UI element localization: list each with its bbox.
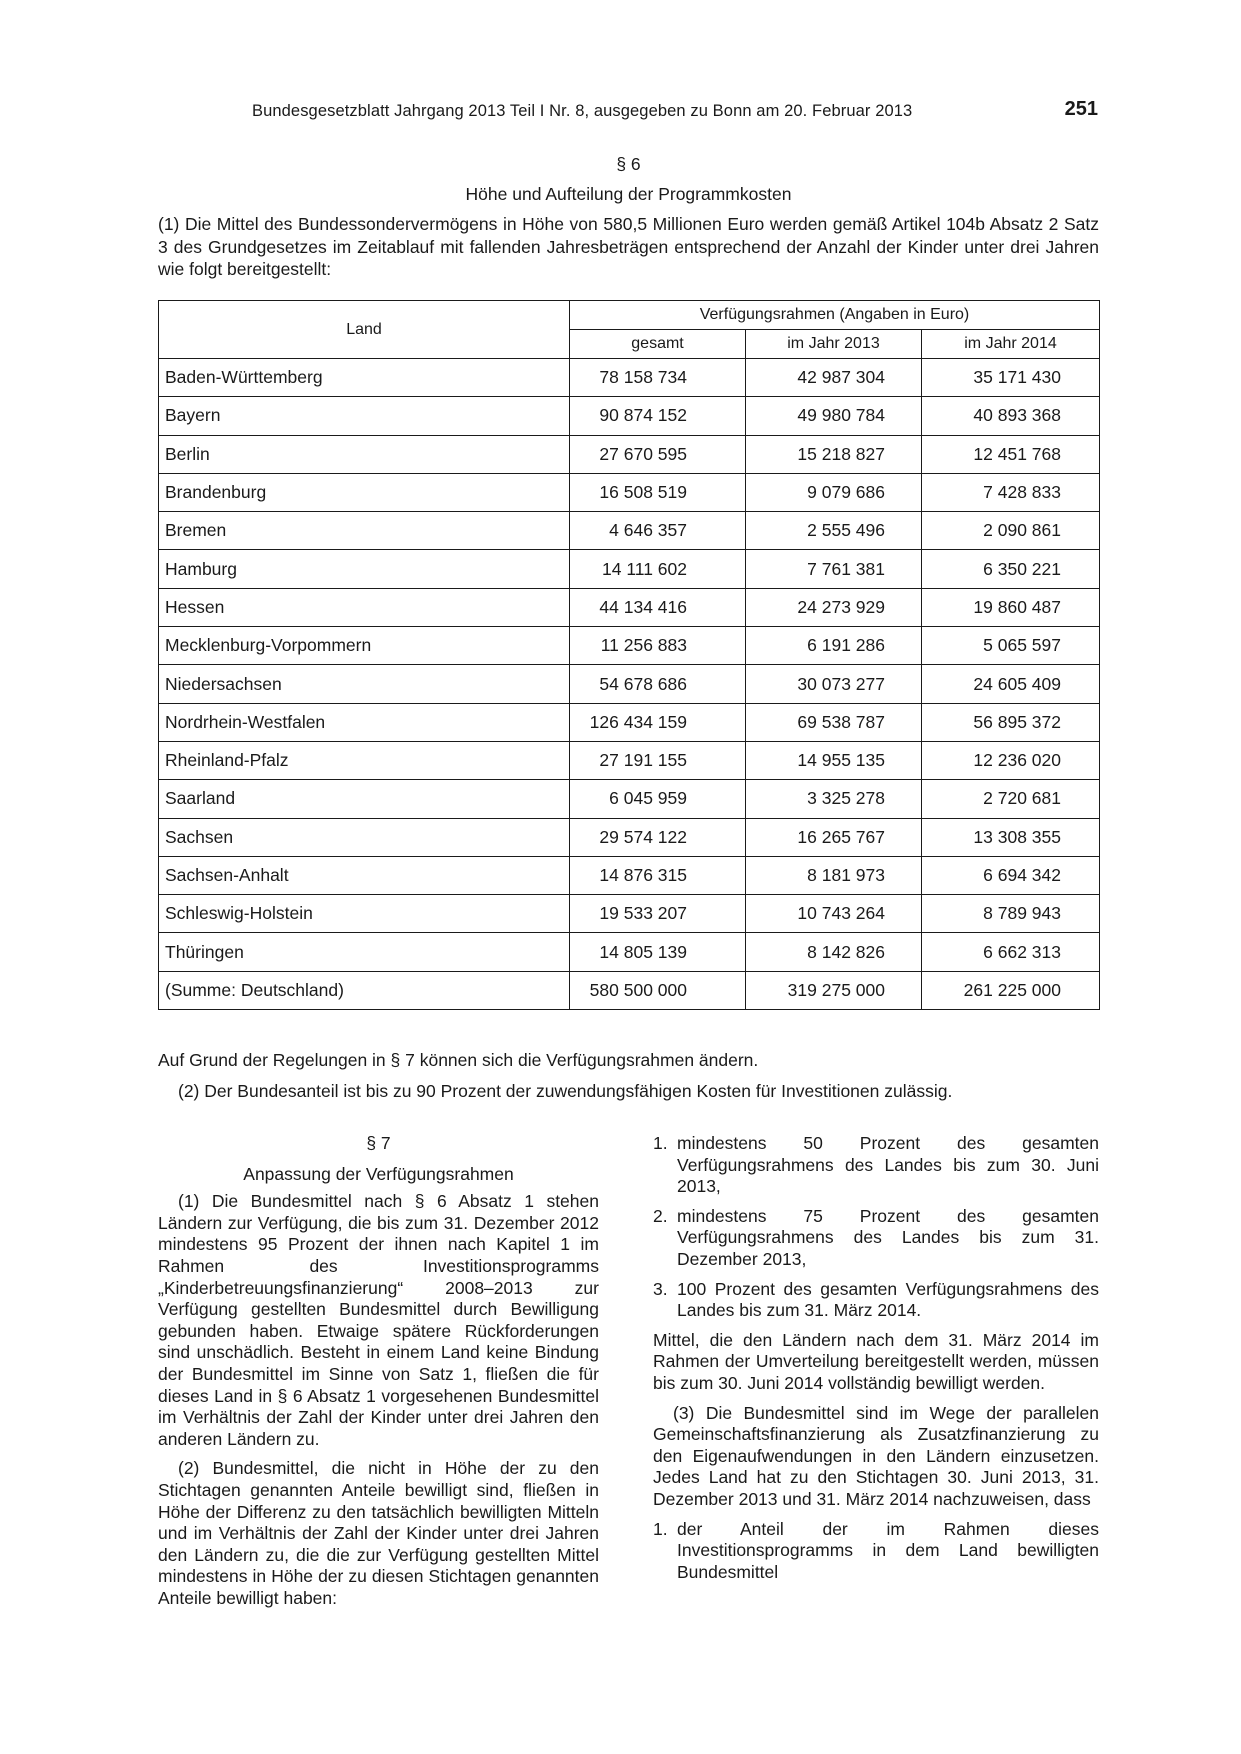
table-row: [159, 818, 1100, 856]
running-title: Bundesgesetzblatt Jahrgang 2013 Teil I Nr. 8, ausgegeben zu Bonn am 20. Februar 2013: [252, 102, 913, 120]
s7-title: Anpassung der Verfügungsrahmen: [243, 1163, 514, 1184]
year-2014-cell: 7 428 833: [922, 473, 1100, 511]
land-cell: Berlin: [159, 435, 570, 473]
running-header: [158, 98, 1098, 124]
list-item: [653, 1279, 1099, 1322]
right-column: [653, 1133, 1099, 1591]
year-2014-cell: 2 090 861: [922, 512, 1100, 550]
year-2014-cell: 13 308 355: [922, 818, 1100, 856]
col-header-2014: im Jahr 2014: [922, 330, 1100, 359]
col-header-land: Land: [159, 301, 570, 359]
year-2014-cell: 6 694 342: [922, 856, 1100, 894]
year-2013-cell: 2 555 496: [746, 512, 922, 550]
land-cell: Baden-Württemberg: [159, 359, 570, 397]
land-cell: Thüringen: [159, 933, 570, 971]
year-2014-cell: 12 236 020: [922, 741, 1100, 779]
land-cell: Mecklenburg-Vorpommern: [159, 627, 570, 665]
land-cell: (Summe: Deutschland): [159, 971, 570, 1009]
total-cell: 14 805 139: [570, 933, 746, 971]
total-cell: 14 876 315: [570, 856, 746, 894]
land-cell: Niedersachsen: [159, 665, 570, 703]
col-header-2013: im Jahr 2013: [746, 330, 922, 359]
year-2013-cell: 49 980 784: [746, 397, 922, 435]
land-cell: Brandenburg: [159, 473, 570, 511]
year-2013-cell: 9 079 686: [746, 473, 922, 511]
land-cell: Bremen: [159, 512, 570, 550]
total-cell: 19 533 207: [570, 895, 746, 933]
list-item: [653, 1133, 1099, 1198]
table-row: [159, 627, 1100, 665]
page-number: 251: [1064, 98, 1098, 120]
year-2013-cell: 69 538 787: [746, 703, 922, 741]
year-2013-cell: 14 955 135: [746, 741, 922, 779]
s6-after-table: Auf Grund der Regelungen in § 7 können sich die Verfügungsrahmen ändern.: [158, 1050, 759, 1070]
year-2013-cell: 10 743 264: [746, 895, 922, 933]
year-2013-cell: 30 073 277: [746, 665, 922, 703]
land-cell: Schleswig-Holstein: [159, 895, 570, 933]
list-item-number: 1.: [653, 1518, 668, 1539]
year-2013-cell: 24 273 929: [746, 588, 922, 626]
allocation-table: [158, 300, 1100, 1010]
total-cell: 16 508 519: [570, 473, 746, 511]
year-2014-cell: 5 065 597: [922, 627, 1100, 665]
land-cell: Hessen: [159, 588, 570, 626]
land-cell: Saarland: [159, 780, 570, 818]
s7-number: § 7: [366, 1133, 391, 1153]
land-cell: Sachsen-Anhalt: [159, 856, 570, 894]
year-2013-cell: 16 265 767: [746, 818, 922, 856]
s6-number: § 6: [616, 154, 641, 174]
total-cell: 11 256 883: [570, 627, 746, 665]
list-item-text: 100 Prozent des gesamten Verfügungsrahmens des Landes bis zum 31. März 2014.: [677, 1278, 1099, 1321]
left-column: [158, 1133, 599, 1617]
year-2014-cell: 2 720 681: [922, 780, 1100, 818]
list-item: [653, 1519, 1099, 1584]
s7-mittel-paragraph: Mittel, die den Ländern nach dem 31. März 2014 im Rahmen der Umverteilung bereitgestellt werden, müssen bis zum 30. Juni 2014 vollständig bewilligt werden.: [653, 1329, 1099, 1393]
total-cell: 78 158 734: [570, 359, 746, 397]
land-cell: Hamburg: [159, 550, 570, 588]
year-2014-cell: 6 662 313: [922, 933, 1100, 971]
total-cell: 126 434 159: [570, 703, 746, 741]
s7-list-2: [653, 1519, 1099, 1584]
total-cell: 27 670 595: [570, 435, 746, 473]
col-header-total: gesamt: [570, 330, 746, 359]
year-2013-cell: 8 142 826: [746, 933, 922, 971]
list-item-text: mindestens 75 Prozent des gesamten Verfügungsrahmens des Landes bis zum 31. Dezember 2013,: [677, 1205, 1099, 1269]
year-2013-cell: 3 325 278: [746, 780, 922, 818]
year-2014-cell: 12 451 768: [922, 435, 1100, 473]
year-2014-cell: 35 171 430: [922, 359, 1100, 397]
table-row: [159, 473, 1100, 511]
land-cell: Nordrhein-Westfalen: [159, 703, 570, 741]
table-row: [159, 550, 1100, 588]
total-cell: 44 134 416: [570, 588, 746, 626]
year-2014-cell: 6 350 221: [922, 550, 1100, 588]
year-2013-cell: 7 761 381: [746, 550, 922, 588]
year-2013-cell: 15 218 827: [746, 435, 922, 473]
s7-paragraph-2: (2) Bundesmittel, die nicht in Höhe der zu den Stichtagen genannten Anteile bewilligt sind, fließen in Höhe der Differenz zu den tatsächlich bewilligten Mitteln und im Verhältnis der Zahl der Kinder unter drei Jahren den Ländern zu, die die zur Verfügung gestellten Mittel mindestens in Höhe der zu diesen Stichtagen genannten Anteile bewilligt haben:: [158, 1458, 599, 1608]
year-2014-cell: 24 605 409: [922, 665, 1100, 703]
year-2013-cell: 319 275 000: [746, 971, 922, 1009]
list-item: [653, 1206, 1099, 1271]
table-row: [159, 895, 1100, 933]
table-row: [159, 397, 1100, 435]
table-row: [159, 359, 1100, 397]
year-2013-cell: 6 191 286: [746, 627, 922, 665]
table-row: [159, 435, 1100, 473]
year-2013-cell: 8 181 973: [746, 856, 922, 894]
total-cell: 27 191 155: [570, 741, 746, 779]
land-cell: Sachsen: [159, 818, 570, 856]
year-2014-cell: 40 893 368: [922, 397, 1100, 435]
list-item-number: 2.: [653, 1205, 668, 1226]
s7-paragraph-3: (3) Die Bundesmittel sind im Wege der parallelen Gemeinschaftsfinanzierung als Zusatzfinanzierung zu den Eigenaufwendungen in den Ländern einzusetzen. Jedes Land hat zu den Stichtagen 30. Juni 2013, 31. Dezember 2013 und 31. März 2014 nachzuweisen, dass: [653, 1402, 1099, 1509]
list-item-number: 1.: [653, 1133, 668, 1153]
total-cell: 54 678 686: [570, 665, 746, 703]
list-item-number: 3.: [653, 1278, 668, 1299]
table-row: [159, 741, 1100, 779]
total-cell: 4 646 357: [570, 512, 746, 550]
s6-paragraph-2: (2) Der Bundesanteil ist bis zu 90 Prozent der zuwendungsfähigen Kosten für Investitionen zulässig.: [178, 1081, 953, 1101]
table-row: [159, 703, 1100, 741]
total-cell: 90 874 152: [570, 397, 746, 435]
year-2014-cell: 19 860 487: [922, 588, 1100, 626]
year-2014-cell: 56 895 372: [922, 703, 1100, 741]
total-cell: 6 045 959: [570, 780, 746, 818]
table-row: [159, 933, 1100, 971]
list-item-text: der Anteil der im Rahmen dieses Investitionsprogramms in dem Land bewilligten Bundesmittel: [677, 1518, 1099, 1582]
total-cell: 29 574 122: [570, 818, 746, 856]
table-row: [159, 665, 1100, 703]
table-row: [159, 780, 1100, 818]
year-2014-cell: 261 225 000: [922, 971, 1100, 1009]
year-2014-cell: 8 789 943: [922, 895, 1100, 933]
year-2013-cell: 42 987 304: [746, 359, 922, 397]
s7-list-1: [653, 1133, 1099, 1322]
table-row: [159, 512, 1100, 550]
table-row: [159, 588, 1100, 626]
allocation-table-body: [159, 359, 1100, 1010]
land-cell: Bayern: [159, 397, 570, 435]
s7-paragraph-1: (1) Die Bundesmittel nach § 6 Absatz 1 stehen Ländern zur Verfügung, die bis zum 31. Dezember 2012 mindestens 95 Prozent der ihnen nach Kapitel 1 im Rahmen des Investitionsprogramms „Kinderbetreuungsfinanzierung“ 2008–2013 zur Verfügung gestellten Bundesmittel durch Bewilligung gebunden haben. Etwaige spätere Rückforderungen sind unschädlich. Besteht in einem Land keine Bindung der Bundesmittel im Sinne von Satz 1, fließen die für dieses Land in § 6 Absatz 1 vorgesehenen Bundesmittel im Verhältnis der Zahl der Kinder unter drei Jahren den anderen Ländern zu.: [158, 1191, 599, 1449]
s6-title: Höhe und Aufteilung der Programmkosten: [465, 184, 792, 204]
table-row: [159, 856, 1100, 894]
table-row: [159, 971, 1100, 1009]
list-item-text: mindestens 50 Prozent des gesamten Verfügungsrahmens des Landes bis zum 30. Juni 2013,: [677, 1133, 1099, 1197]
total-cell: 14 111 602: [570, 550, 746, 588]
s6-paragraph-1: (1) Die Mittel des Bundessondervermögens in Höhe von 580,5 Millionen Euro werden gemäß Artikel 104b Absatz 2 Satz 3 des Grundgesetzes im Zeitablauf mit fallenden Jahresbeträgen entsprechend der Anzahl der Kinder unter drei Jahren wie folgt bereitgestellt:: [158, 214, 1099, 279]
land-cell: Rheinland-Pfalz: [159, 741, 570, 779]
col-header-group: Verfügungsrahmen (Angaben in Euro): [570, 301, 1100, 330]
total-cell: 580 500 000: [570, 971, 746, 1009]
